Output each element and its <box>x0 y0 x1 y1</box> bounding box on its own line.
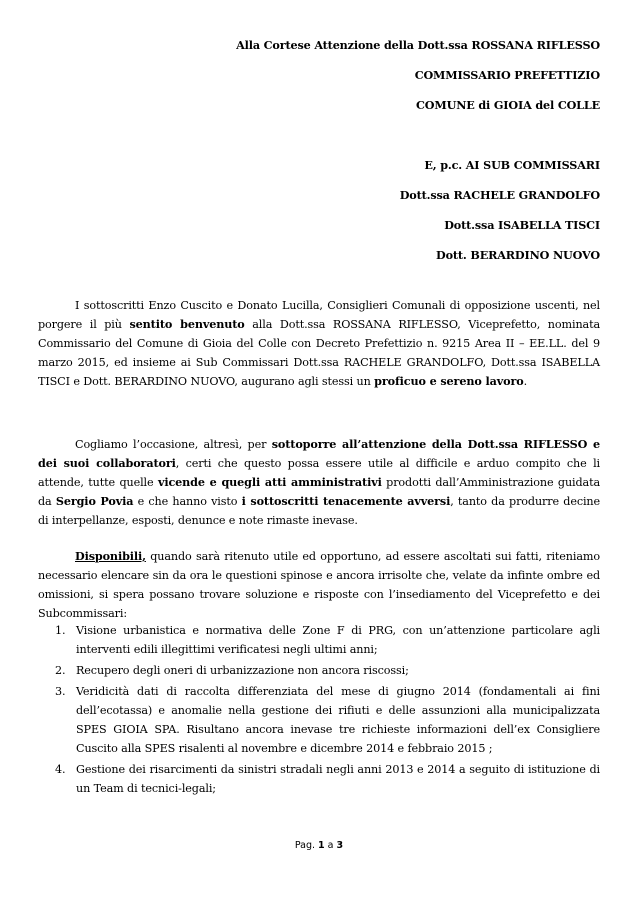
p3-text-b: quando sarà ritenuto utile ed opportuno, ad essere ascoltati sui fatti, riteniamo necessario elencare sin da ora le questioni spinose e ancora irrisolte che, velate da infinte ombre ed omissioni, si spera possano trovare soluzione e risposte con l’insediamento del Viceprefetto e dei Subcommissari: <box>38 550 600 620</box>
list-item <box>38 682 600 758</box>
issues-list <box>38 621 600 800</box>
paragraph-occasion <box>38 435 600 530</box>
p2-bold-attention: sottoporre all’attenzione della Dott.ssa RIFLESSO e dei suoi collaboratori <box>38 437 600 470</box>
addressee-line-3: COMUNE di GIOIA del COLLE <box>416 98 600 112</box>
footer-separator: a <box>324 840 337 851</box>
cc-line-1: E, p.c. AI SUB COMMISSARI <box>424 158 600 172</box>
list-item-number: 1. <box>55 624 66 637</box>
paragraph-available <box>38 547 600 623</box>
footer-page-number: 1 <box>318 840 325 851</box>
list-item-text: Visione urbanistica e normativa delle Zone F di PRG, con un’attenzione particolare agli interventi edili illegittimi verificatesi negli ultimi anni; <box>76 624 600 656</box>
p3-bold-available: Disponibili, <box>75 549 146 563</box>
list-item <box>38 760 600 798</box>
p2-text-a: Cogliamo l’occasione, altresì, per <box>75 438 272 451</box>
p2-text-c: , certi che questo possa essere utile al difficile e arduo compito che li attende, tutte quelle <box>38 457 600 489</box>
list-item-number: 3. <box>55 685 66 698</box>
p1-bold-welcome: sentito benvenuto <box>129 317 245 331</box>
p1-text-e: . <box>523 375 527 388</box>
list-item-number: 2. <box>55 664 66 677</box>
page-footer <box>0 840 638 851</box>
p1-bold-wish: proficuo e sereno lavoro <box>374 374 524 388</box>
addressee-line-2: COMMISSARIO PREFETTIZIO <box>414 68 600 82</box>
list-item-text: Recupero degli oneri di urbanizzazione non ancora riscossi; <box>76 664 409 677</box>
cc-line-3: Dott.ssa ISABELLA TISCI <box>444 218 600 232</box>
addressee-line-1: Alla Cortese Attenzione della Dott.ssa ROSSANA RIFLESSO <box>236 38 600 52</box>
p1-text-c: alla Dott.ssa ROSSANA RIFLESSO, Viceprefetto, nominata Commissario del Comune di Gioia del Colle con Decreto Prefettizio n. 9215 Area II – EE.LL. del 9 marzo 2015, ed insieme ai Sub Commissari Dott.ssa RACHELE GRANDOLFO, Dott.ssa ISABELLA TISCI e Dott. BERARDINO NUOVO, augurano agli stessi un <box>38 318 601 388</box>
cc-line-2: Dott.ssa RACHELE GRANDOLFO <box>399 188 600 202</box>
p2-bold-name: Sergio Povia <box>55 494 134 508</box>
list-item-text: Veridicità dati di raccolta differenziata del mese di giugno 2014 (fondamentali ai fini dell’ecotassa) e anomalie nella gestione dei rifiuti e delle assunzioni alla municipalizzata SPES GIOIA SPA. Risultano ancora inevase tre richieste informazioni dell’ex Consigliere Cuscito alla SPES risalenti al novembre e dicembre 2014 e febbraio 2015 ; <box>76 685 600 755</box>
list-item <box>38 621 600 659</box>
footer-total-pages: 3 <box>336 840 344 851</box>
list-item-number: 4. <box>55 763 66 776</box>
p2-text-e: prodotti dall’Amministrazione guidata da <box>38 476 600 508</box>
list-item <box>38 661 600 680</box>
p1-text-a: I sottoscritti Enzo Cuscito e Donato Lucilla, Consiglieri Comunali di opposizione uscenti, nel porgere il più <box>38 299 600 331</box>
paragraph-greeting <box>38 296 600 391</box>
cc-line-4: Dott. BERARDINO NUOVO <box>436 248 600 262</box>
footer-prefix: Pag. <box>294 840 319 851</box>
p2-bold-opposed: i sottoscritti tenacemente avversi <box>241 494 451 508</box>
p2-text-i: , tanto da produrre decine di interpellanze, esposti, denunce e note rimaste inevase. <box>38 495 601 527</box>
p2-text-g: e che hanno visto <box>133 495 242 508</box>
list-item-text: Gestione dei risarcimenti da sinistri stradali negli anni 2013 e 2014 a seguito di istituzione di un Team di tecnici-legali; <box>76 763 600 795</box>
p2-bold-acts: vicende e quegli atti amministrativi <box>157 475 382 489</box>
